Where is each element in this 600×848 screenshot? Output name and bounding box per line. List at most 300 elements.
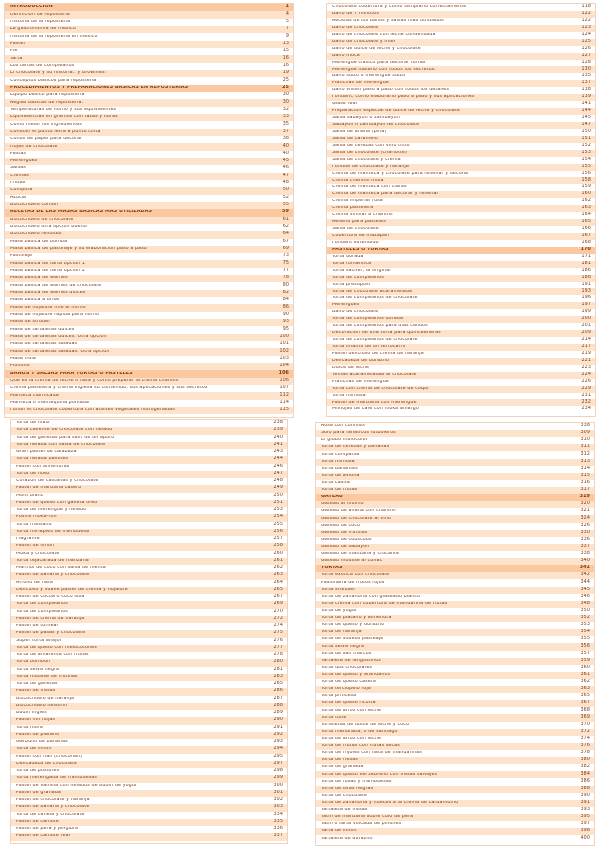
toc-entry-page: 260: [273, 550, 283, 556]
toc-entry: [5, 297, 293, 304]
toc-entry-title: Reglas básicas de repostería:: [10, 100, 84, 105]
toc-entry-page: 241: [273, 441, 283, 447]
toc-entry-title: Torta de limón: [16, 747, 52, 752]
toc-entry: [316, 530, 594, 537]
toc-entry-title: Pastillaje: [10, 254, 33, 259]
toc-entry: [5, 114, 293, 121]
toc-entry-title: Torta mirlapies de frambuesa: [16, 529, 90, 534]
toc-entry: [11, 500, 287, 507]
toc-entry-title: Baño de chocolate y miel: [332, 39, 396, 44]
toc-entry-title: Sabayón o zambayón de chocolate: [332, 123, 420, 127]
toc-entry-page: 50: [282, 187, 289, 193]
toc-entry: [316, 736, 594, 743]
toc-entry: [11, 580, 287, 587]
toc-entry-page: 314: [580, 465, 590, 471]
toc-entry-page: 368: [580, 707, 590, 713]
toc-entry-page: 122: [581, 17, 591, 23]
toc-entry-page: 124: [581, 31, 591, 37]
toc-entry-title: Pastel mil hojas: [16, 718, 56, 723]
toc-entry-title: Torta crema con cobertura de mandarina de frutas: [321, 601, 448, 606]
toc-entry-title: Torta mimosa: [332, 393, 366, 398]
toc-entry-page: 262: [273, 565, 283, 571]
toc-entry: [316, 601, 594, 608]
toc-entry-title: Manteca clarificada: [10, 393, 59, 398]
toc-entry-title: Torta de rosas y frambuesas: [321, 779, 392, 784]
toc-entry-title: Torta mimosa: [321, 459, 355, 464]
toc-entry-title: BAÑOS Y SALSAS PARA TORTAS O PASTELES: [10, 371, 133, 376]
toc-entry-page: 138: [581, 87, 591, 93]
toc-entry-page: 118: [581, 4, 591, 10]
toc-entry-page: 135: [581, 73, 591, 79]
toc-entry: [327, 344, 595, 351]
toc-entry-title: Baño de dulce de leche y chocolate: [332, 46, 421, 51]
toc-entry-title: Merengues: [10, 159, 38, 164]
toc-entry: [327, 358, 595, 365]
toc-entry-page: 276: [273, 637, 283, 643]
toc-entry-page: 107: [279, 385, 289, 391]
toc-entry-page: 363: [580, 686, 590, 692]
toc-entry: [316, 437, 594, 444]
toc-entry-page: 40: [282, 143, 289, 149]
toc-entry-title: El globo multicolor: [321, 438, 368, 443]
toc-entry: [327, 4, 595, 11]
toc-entry-page: 283: [273, 673, 283, 679]
toc-entry-page: 7: [285, 26, 289, 32]
toc-entry-title: Torta dos chocolates: [321, 665, 373, 670]
toc-entry-page: 170: [580, 246, 591, 252]
toc-entry: [11, 507, 287, 514]
toc-entry: [327, 87, 595, 94]
toc-entry-page: 191: [581, 281, 591, 287]
toc-entry-title: Hojas de chocolate: [10, 144, 58, 149]
toc-entry-title: Torta de queso y arándanos: [321, 672, 391, 677]
toc-entry-title: Pionono: [10, 364, 30, 369]
toc-entry-title: Masa básica de bomba: [10, 239, 68, 244]
toc-entry-title: Pastel de manzana casero: [16, 486, 82, 491]
toc-entry-page: 221: [581, 357, 591, 363]
toc-entry-title: Masa básica de waffles dulces: [10, 291, 86, 296]
toc-entry-title: Planchas de merengue: [332, 379, 389, 384]
toc-entry: [327, 177, 595, 184]
toc-entry-page: 386: [580, 778, 590, 784]
toc-entry-page: 292: [273, 731, 283, 737]
toc-entry-page: 253: [273, 507, 283, 513]
toc-entry: [5, 400, 293, 407]
toc-entry: [327, 60, 595, 67]
toc-entry-page: 261: [273, 557, 283, 563]
toc-entry-title: Crema similar a chantilli: [332, 213, 393, 218]
toc-entry-title: Crema chantilli mola: [332, 178, 384, 183]
toc-entry: [327, 309, 595, 316]
toc-entry: [327, 302, 595, 309]
toc-entry: [316, 643, 594, 650]
toc-entry: [11, 826, 287, 833]
toc-entry-page: 137: [581, 80, 591, 86]
toc-entry: [327, 115, 595, 122]
toc-entry-page: 186: [581, 267, 591, 273]
toc-entry-page: 153: [581, 149, 591, 155]
toc-entry: [5, 231, 293, 238]
toc-entry-title: Gateau de chocolate al vino: [321, 516, 391, 521]
toc-entry-page: 257: [273, 536, 283, 542]
toc-entry-page: 9: [285, 33, 289, 39]
toc-entry-title: Conos de papel para decorar: [10, 137, 83, 142]
toc-entry-page: 297: [273, 760, 283, 766]
toc-entry-page: 52: [282, 194, 289, 200]
toc-entry-page: 25: [282, 84, 289, 90]
toc-entry-title: Torta friesland: [16, 522, 52, 527]
toc-entry: [327, 275, 595, 282]
toc-entry-page: 265: [273, 586, 283, 592]
toc-entry-title: Gateau al molino: [321, 502, 364, 507]
toc-entry: [5, 407, 293, 414]
toc-entry-page: 340: [580, 558, 590, 564]
toc-entry-title: Torta de granada: [321, 765, 364, 770]
toc-entry: [316, 821, 594, 828]
toc-entry-title: Pastel de tornear: [16, 624, 59, 629]
toc-entry-title: Torta de yogur: [321, 609, 358, 613]
toc-entry: [316, 451, 594, 458]
toc-entry-title: Torta de cerezas y bananas: [321, 445, 390, 450]
toc-entry-title: Bizcochuelo de naranja: [16, 696, 75, 701]
toc-entry-page: 126: [581, 45, 591, 51]
toc-entry: [5, 290, 293, 297]
toc-entry: [11, 775, 287, 782]
toc-entry: [5, 136, 293, 143]
toc-entry: [5, 77, 293, 84]
toc-entry: [11, 667, 287, 674]
toc-entry-page: 382: [580, 764, 590, 770]
toc-entry: [316, 508, 594, 515]
toc-entry-title: INTRODUCCIÓN: [10, 5, 53, 10]
toc-entry-title: Masa de tartaletas saladas. Otra opción: [10, 349, 110, 354]
toc-entry: [327, 25, 595, 32]
toc-entry: [316, 793, 594, 800]
toc-entry-page: 278: [273, 652, 283, 658]
toc-entry-page: 219: [581, 350, 591, 356]
toc-entry: [327, 393, 595, 400]
toc-entry-title: Gateau de couscous: [321, 537, 372, 542]
toc-entry-page: 95: [282, 326, 289, 332]
toc-entry-page: 25: [282, 77, 289, 83]
toc-entry-title: Pastel de queso con galleta oreo: [16, 500, 98, 505]
toc-entry: [327, 372, 595, 379]
toc-entry-title: Baño de 7 minutos: [332, 12, 379, 16]
toc-entry: [327, 254, 595, 261]
toc-entry-page: 336: [580, 536, 590, 542]
toc-entry: [316, 537, 594, 544]
toc-entry: [5, 121, 293, 128]
toc-entry-title: GATEAU: [321, 495, 343, 500]
toc-entry-page: 293: [273, 739, 283, 745]
toc-entry-page: 378: [580, 750, 590, 756]
toc-entry-title: Pastel de banana y chocolate: [16, 805, 90, 810]
toc-entry: [5, 378, 293, 385]
toc-entry-title: Fondant extendido: [332, 240, 379, 245]
toc-entry: [316, 743, 594, 750]
toc-entry-title: Torta helada bailotes: [16, 457, 69, 462]
toc-entry-page: 164: [581, 212, 591, 218]
toc-entry-title: Pastel de cocoa o coco sola: [16, 595, 85, 600]
toc-entry: [327, 365, 595, 372]
toc-entry: [11, 696, 287, 703]
toc-entry: [327, 240, 595, 247]
toc-entry: [5, 41, 293, 48]
toc-entry-title: Torta de canela y chocolate: [16, 812, 85, 817]
toc-entry-title: Salsa de anana (piña): [332, 129, 387, 134]
toc-entry-page: 33: [282, 114, 289, 120]
toc-entry-title: Torta de cumpleaños: [16, 602, 68, 607]
toc-entry-title: Bizcochuelo común: [10, 203, 59, 208]
toc-entry-title: Torta de chocolate: [321, 793, 367, 798]
toc-entry: [316, 651, 594, 658]
toc-entry-page: 376: [580, 743, 590, 749]
toc-entry-page: 229: [581, 385, 591, 391]
toc-entry-page: 361: [580, 671, 590, 677]
toc-entry-page: 294: [273, 746, 283, 752]
toc-entry-page: 47: [282, 172, 289, 178]
toc-entry-title: Recetas de los baños y salsas más utilizados: [332, 18, 444, 23]
toc-entry-page: 155: [581, 163, 591, 169]
toc-entry-title: Baño de chocolate: [332, 310, 379, 315]
toc-entry: [327, 39, 595, 46]
toc-entry-page: 338: [580, 423, 590, 429]
toc-entry-title: Gateau de sabayón: [321, 545, 370, 550]
toc-entry: [327, 198, 595, 205]
toc-entry: [11, 536, 287, 543]
toc-entry: [11, 833, 287, 840]
toc-entry-page: 144: [581, 108, 591, 114]
toc-entry-page: 316: [580, 480, 590, 486]
toc-entry: [316, 757, 594, 764]
toc-entry-page: 330: [580, 529, 590, 535]
toc-entry: [5, 217, 293, 224]
toc-entry-page: 156: [581, 170, 591, 176]
toc-entry: [327, 101, 595, 108]
toc-entry: [11, 652, 287, 659]
toc-entry-title: Baño de chocolate con leche condensada: [332, 32, 436, 37]
toc-entry: [11, 717, 287, 724]
toc-entry: [11, 543, 287, 550]
toc-entry-title: Delicadeza de chocolate: [16, 761, 77, 766]
toc-entry-page: 160: [581, 191, 591, 197]
toc-entry-title: Torta de zanahoria con glaseado blanco: [321, 594, 421, 599]
toc-entry: [316, 800, 594, 807]
toc-entry: [327, 171, 595, 178]
toc-entry-title: Torta de chocolate acaramelada: [332, 289, 413, 294]
toc-entry-title: Milhojas de café con moka amargo: [332, 407, 419, 412]
toc-entry-title: Pastel: [10, 41, 25, 46]
toc-entry: [11, 420, 287, 427]
toc-entry-page: 291: [273, 724, 283, 730]
toc-entry: [11, 529, 287, 536]
toc-entry: [11, 761, 287, 768]
toc-entry: [316, 629, 594, 636]
toc-entry-page: 251: [273, 499, 283, 505]
toc-entry-page: 342: [580, 572, 590, 578]
toc-entry-page: 123: [581, 24, 591, 30]
toc-entry-page: 298: [273, 768, 283, 774]
toc-entry-title: Fondant, como elaborarlo paso a paso y sus aplicaciones: [332, 95, 475, 100]
toc-entry-page: 69: [282, 246, 289, 252]
toc-entry-page: 263: [273, 572, 283, 578]
toc-entry-title: Masa de hojaldre fine al horno: [10, 305, 86, 310]
toc-entry: [5, 392, 293, 399]
toc-entry-title: Gateau mousse al coñac: [321, 559, 383, 564]
toc-entry-title: Pastel de vainilla con helados de budín de yogur: [16, 783, 138, 788]
toc-panel-1: [4, 3, 294, 418]
toc-entry-page: 295: [273, 753, 283, 759]
toc-entry: [5, 187, 293, 194]
toc-entry: [316, 636, 594, 643]
toc-entry: [327, 219, 595, 226]
toc-entry-title: Crema de manteca con claras: [332, 185, 407, 190]
toc-entry-title: Sólo para fanáticos futboleros: [321, 431, 396, 436]
toc-entry-page: 77: [282, 268, 289, 274]
toc-entry: [316, 466, 594, 473]
toc-entry-page: 335: [273, 818, 283, 824]
toc-entry: [316, 835, 594, 842]
toc-entry-page: 188: [581, 274, 591, 280]
toc-entry-title: Cremas: [10, 173, 29, 178]
toc-entry: [316, 658, 594, 665]
toc-entry-title: Salsa de chocolate (charlotte): [332, 150, 407, 155]
toc-entry-page: 35: [282, 121, 289, 127]
toc-entry-page: 244: [273, 456, 283, 462]
toc-entry-title: Definición de repostería: [10, 12, 70, 17]
toc-entry-page: 13: [282, 40, 289, 46]
toc-entry-title: Salsa de caramelo: [332, 136, 378, 141]
toc-entry: [316, 459, 594, 466]
toc-entry-page: 303: [273, 804, 283, 810]
toc-entry-page: 341: [579, 565, 590, 571]
toc-entry-title: Masa frola: [10, 357, 36, 362]
toc-entry: [316, 551, 594, 558]
toc-entry-title: RECETAS DE LAS MASAS BASICAS MÁS UTILIZADAS: [10, 210, 153, 215]
toc-entry-title: Pastel de chocolate y naranja: [16, 798, 90, 803]
toc-panel-3: [10, 419, 288, 844]
toc-entry-title: Gateau de manzana y crocante: [321, 552, 400, 557]
toc-entry: [316, 707, 594, 714]
toc-entry: [327, 295, 595, 302]
toc-entry-title: Pastel delicioso de crema de naranja: [332, 351, 424, 356]
toc-entry-title: Torta mousse de frutillas: [16, 674, 78, 679]
toc-entry: [11, 688, 287, 695]
toc-entry: [5, 239, 293, 246]
toc-entry-page: 158: [581, 177, 591, 183]
toc-entry: [327, 406, 595, 413]
toc-entry-title: Mármol de coco con salsa de menta: [16, 566, 106, 571]
toc-entry: [5, 129, 293, 136]
toc-entry-page: 163: [581, 205, 591, 211]
toc-entry: [316, 544, 594, 551]
toc-entry: [327, 32, 595, 39]
toc-entry: [5, 348, 293, 355]
toc-entry: [5, 92, 293, 99]
toc-entry-page: 127: [581, 52, 591, 58]
toc-entry: [327, 323, 595, 330]
toc-entry-title: Baño visten paso a paso con todos los detalles: [332, 88, 449, 93]
toc-entry: [11, 630, 287, 637]
toc-entry-title: Torta de queso con melocotones: [16, 645, 97, 650]
toc-entry-title: Torta con crema de chocolate de coquí: [332, 386, 429, 391]
toc-entry-page: 84: [282, 297, 289, 303]
toc-entry-title: Tartaleta de durazno: [321, 836, 373, 841]
toc-entry-page: 274: [273, 623, 283, 629]
toc-entry: [316, 558, 594, 565]
toc-entry-page: 102: [279, 348, 289, 354]
toc-entry-title: Torta de frutas: [321, 488, 358, 493]
toc-entry: [11, 768, 287, 775]
toc-entry-title: Torta de cumpleaños dorada: [332, 317, 403, 322]
toc-entry: [327, 316, 595, 323]
toc-entry-title: Bizcochuelo de chocolate: [10, 217, 74, 222]
toc-entry: [5, 55, 293, 62]
toc-entry-page: 125: [581, 38, 591, 44]
toc-entry-page: 4: [285, 11, 289, 17]
toc-entry-title: Torta casita: [321, 481, 350, 486]
toc-entry-page: 147: [581, 122, 591, 127]
toc-entry-page: 272: [273, 615, 283, 621]
toc-entry-title: Tatin o tarta volcada de piñones: [321, 822, 402, 827]
toc-entry-page: 300: [273, 782, 283, 788]
toc-entry-page: 196: [581, 295, 591, 301]
toc-entry: [11, 601, 287, 608]
toc-section-header: [327, 247, 595, 254]
toc-entry: [11, 435, 287, 442]
toc-entry: [5, 165, 293, 172]
toc-entry-title: Corazón de castañas y chocolate: [16, 479, 99, 484]
toc-entry: [11, 746, 287, 753]
toc-entry-title: Fondue de chocolate y naranja: [332, 164, 409, 169]
toc-entry-page: 281: [273, 666, 283, 672]
toc-entry-title: Torta de uvas negras: [321, 786, 374, 791]
toc-entry: [11, 645, 287, 652]
toc-entry-page: 45: [282, 158, 289, 164]
toc-entry-title: Conceptos básicos para repostería: [10, 78, 97, 83]
toc-entry: [327, 184, 595, 191]
toc-entry-title: Torta de merengue y helado: [16, 508, 87, 513]
toc-entry-title: Torta exótica con chocolate: [321, 573, 390, 578]
toc-entry-page: 337: [580, 544, 590, 550]
toc-entry: [5, 341, 293, 348]
toc-entry-page: 388: [580, 785, 590, 791]
toc-entry-title: Masa básica de waffles: [10, 276, 68, 281]
toc-entry-page: 398: [580, 828, 590, 834]
toc-entry: [327, 46, 595, 53]
toc-entry-page: 354: [580, 629, 590, 635]
toc-entry-page: 224: [581, 371, 591, 377]
toc-entry-page: 15: [282, 48, 289, 54]
toc-entry-page: 181: [581, 260, 591, 266]
toc-entry-title: Torta caliente de chocolate con helado: [16, 428, 113, 433]
toc-entry-title: Planchas de merengue: [332, 81, 389, 86]
toc-entry: [11, 493, 287, 500]
toc-entry-page: 289: [273, 710, 283, 716]
toc-entry: [327, 233, 595, 240]
toc-entry-page: 302: [273, 797, 283, 803]
toc-panel-4: [315, 422, 595, 846]
toc-entry-title: Rosa con confites: [321, 424, 365, 429]
toc-entry-page: 75: [282, 260, 289, 266]
toc-entry-title: Torta helada con salsa de chocolate: [16, 442, 106, 447]
toc-entry-page: 348: [580, 600, 590, 606]
toc-entry-title: Pastel de pasas y chocolate: [16, 631, 86, 636]
toc-entry-title: Dulce de leche: [332, 365, 370, 370]
toc-entry-page: 350: [580, 608, 590, 613]
toc-entry-title: Torta de aviona: [321, 473, 360, 478]
toc-entry-title: Masa de tartaletas dulces. Otra opción: [10, 335, 107, 340]
